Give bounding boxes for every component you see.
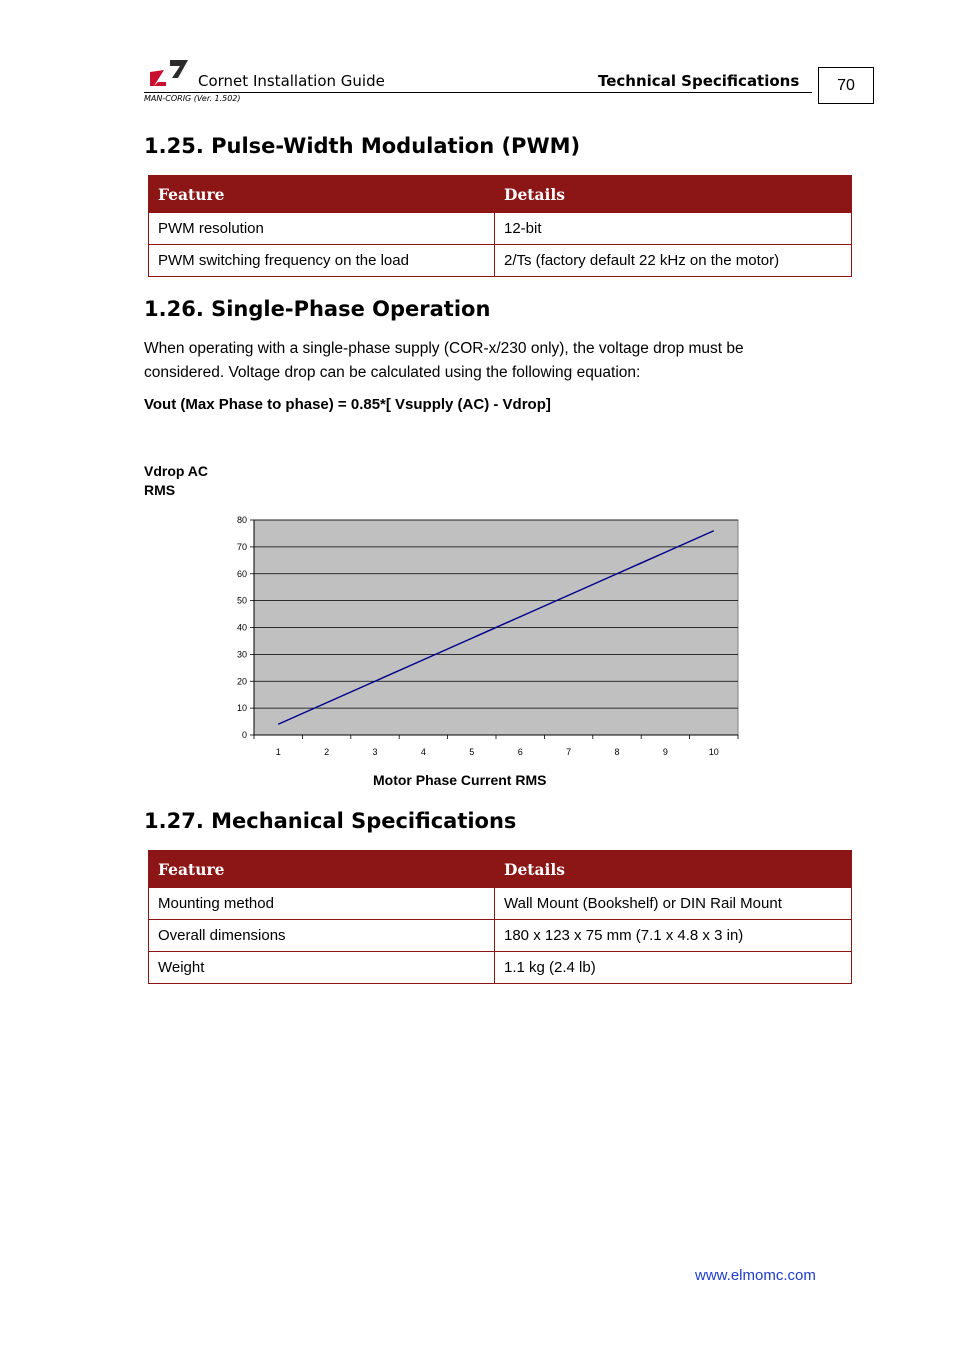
column-header: Details [495, 176, 852, 213]
x-tick-label: 8 [614, 747, 620, 757]
table-cell: Mounting method [149, 888, 495, 920]
table-header-row [149, 851, 852, 888]
y-tick-label: 50 [236, 595, 247, 606]
table-cell: Overall dimensions [149, 920, 495, 952]
y-tick-label: 80 [236, 515, 247, 525]
x-tick-label: 10 [708, 747, 719, 757]
table-cell: Wall Mount (Bookshelf) or DIN Rail Mount [495, 888, 852, 920]
y-tick-label: 10 [236, 703, 247, 714]
table-row [149, 213, 852, 245]
y-tick-label: 40 [236, 622, 247, 633]
y-tick-label: 0 [241, 730, 247, 740]
document-version: MAN-CORIG (Ver. 1.502) [144, 94, 241, 103]
table-cell: PWM resolution [149, 213, 495, 245]
chart-x-axis-label: Motor Phase Current RMS [373, 772, 547, 788]
header-rule [144, 92, 812, 93]
y-tick-label: 60 [236, 568, 247, 579]
y-tick-label: 30 [236, 649, 247, 660]
chart-y-axis-label: Vdrop AC RMS [144, 463, 209, 498]
x-tick-label: 3 [372, 747, 378, 757]
x-tick-label: 5 [469, 747, 475, 757]
table-row [149, 920, 852, 952]
x-tick-label: 1 [275, 747, 281, 757]
equation: Vout (Max Phase to phase) = 0.85*[ Vsupply (AC) - Vdrop] [144, 396, 551, 413]
table-row [149, 952, 852, 984]
table-cell: 2/Ts (factory default 22 kHz on the motor) [495, 245, 852, 277]
column-header: Feature [149, 851, 495, 888]
table-row [149, 245, 852, 277]
table-cell: PWM switching frequency on the load [149, 245, 495, 277]
table-cell: 12-bit [495, 213, 852, 245]
table-cell: 1.1 kg (2.4 lb) [495, 952, 852, 984]
x-tick-label: 6 [517, 747, 523, 757]
section-title: Technical Specifications [598, 72, 800, 90]
table-row [149, 888, 852, 920]
x-tick-label: 9 [662, 747, 668, 757]
heading-mechanical: 1.27. Mechanical Specifications [144, 809, 517, 833]
y-tick-label: 20 [236, 676, 247, 687]
table-cell: 180 x 123 x 75 mm (7.1 x 4.8 x 3 in) [495, 920, 852, 952]
table-header-row [149, 176, 852, 213]
document-title: Cornet Installation Guide [198, 72, 385, 90]
x-tick-label: 4 [420, 747, 426, 757]
heading-single-phase: 1.26. Single-Phase Operation [144, 297, 491, 321]
column-header: Details [495, 851, 852, 888]
x-tick-label: 7 [566, 747, 572, 757]
pwm-table [148, 175, 852, 277]
website-link[interactable]: www.elmomc.com [695, 1267, 816, 1284]
page-number: 70 [818, 67, 874, 104]
mechanical-table [148, 850, 852, 984]
body-paragraph: When operating with a single-phase supply (COR-x/230 only), the voltage drop must be considered. Voltage drop can be calculated using the following equation: [144, 340, 744, 381]
heading-pwm: 1.25. Pulse-Width Modulation (PWM) [144, 134, 581, 158]
elmo-logo [148, 58, 190, 88]
y-tick-label: 70 [236, 541, 247, 552]
table-cell: Weight [149, 952, 495, 984]
column-header: Feature [149, 176, 495, 213]
vdrop-chart [220, 508, 760, 770]
x-tick-label: 2 [324, 747, 330, 757]
